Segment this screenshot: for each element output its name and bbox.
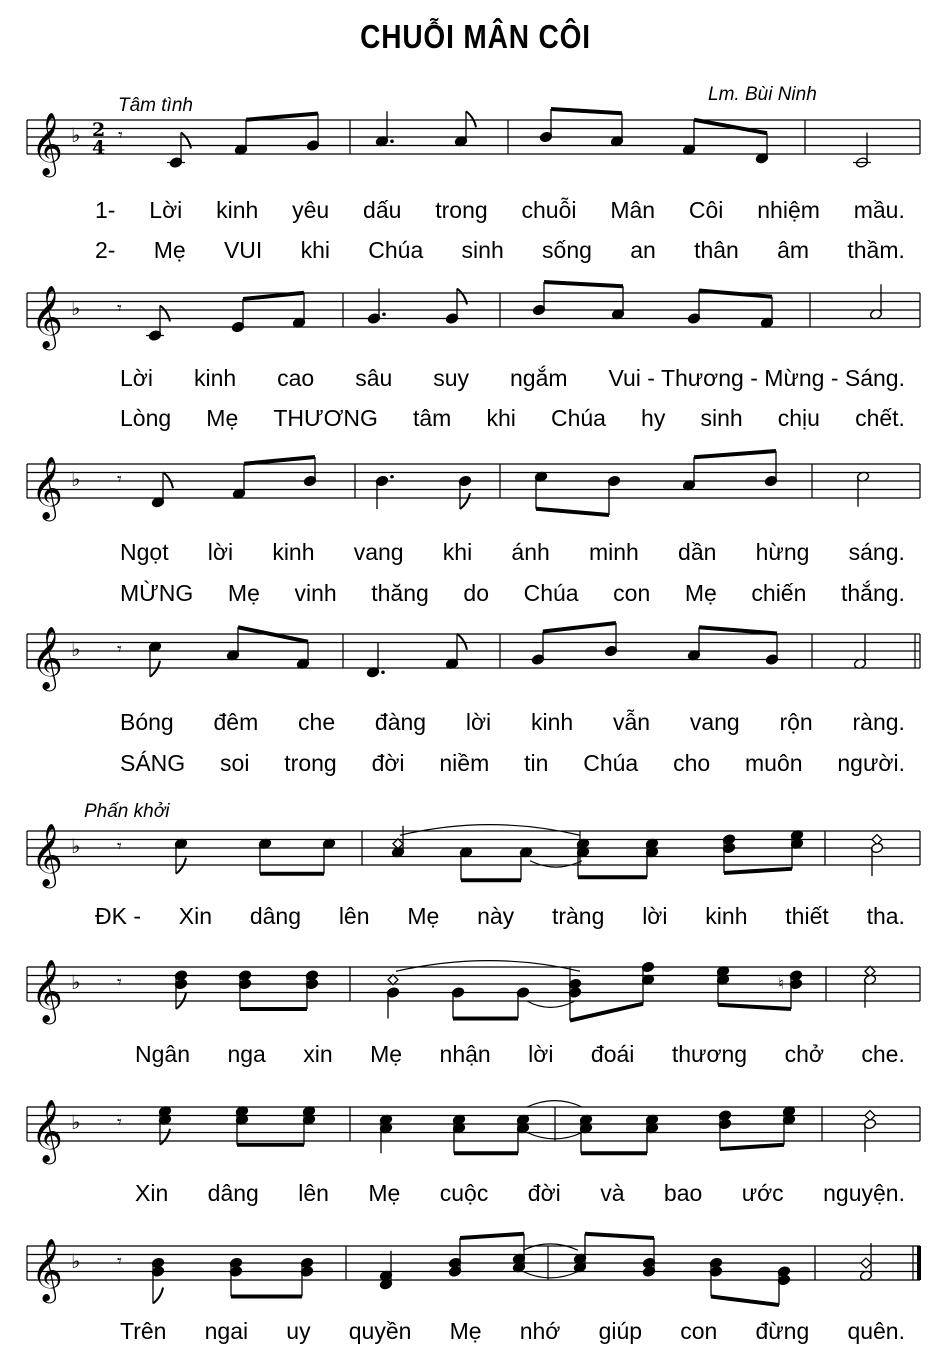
beam	[544, 282, 623, 286]
flat-key-signature: ♭	[71, 467, 81, 491]
lyric-line	[120, 1318, 905, 1345]
natural-accidental: ♮	[778, 974, 784, 993]
lyric-syllable: chết.	[855, 405, 905, 431]
lyric-syllable: thiết	[785, 903, 829, 929]
flat-key-signature: ♭	[71, 1249, 81, 1273]
beam	[694, 451, 776, 457]
composer-credit: Lm. Bùi Ninh	[708, 84, 817, 105]
lyric-syllable: VUI	[223, 237, 263, 263]
beam	[720, 1145, 784, 1149]
beam	[694, 120, 767, 134]
lyric-syllable: MỪNG	[120, 580, 194, 606]
lyric-syllable: ĐK -	[95, 903, 141, 929]
lyric-syllable: nguyện.	[823, 1180, 905, 1206]
lyric-line	[95, 197, 905, 224]
lyric-syllable: dấu	[363, 197, 402, 223]
lyric-syllable: THƯƠNG	[273, 405, 378, 431]
lyric-syllable: Chúa	[550, 405, 606, 431]
lyric-syllable: Mẹ	[684, 580, 717, 606]
diamond-note	[388, 975, 398, 985]
lyric-syllable: suy	[433, 365, 470, 391]
lyric-syllable: ánh	[511, 539, 550, 565]
treble-clef-icon: 𝄞	[31, 1099, 63, 1162]
lyric-syllable: Xin	[135, 1180, 169, 1206]
note-flag	[163, 472, 173, 488]
lyric-syllable: Vui - Thương - Mừng - Sáng.	[608, 365, 905, 391]
note-flag	[176, 858, 186, 874]
flat-key-signature: ♭	[71, 970, 81, 994]
lyric-syllable: kinh	[272, 539, 315, 565]
tie	[400, 825, 580, 836]
dot	[381, 670, 385, 674]
lyric-line	[135, 1180, 905, 1207]
lyric-syllable: này	[477, 903, 515, 929]
lyric-syllable: mầu.	[853, 197, 905, 223]
lyric-syllable: Lòng	[120, 405, 172, 431]
lyric-syllable: người.	[837, 750, 905, 776]
lyric-syllable: rộn	[779, 709, 813, 735]
lyric-syllable: 2-	[95, 237, 116, 263]
lyric-syllable: ước	[741, 1180, 784, 1206]
eighth-rest: 𝄾	[117, 972, 122, 993]
lyric-syllable: Mẹ	[407, 903, 440, 929]
flat-key-signature: ♭	[71, 1110, 81, 1134]
diamond-note	[865, 1111, 875, 1121]
beam	[699, 291, 772, 297]
lyric-line	[135, 1041, 905, 1068]
lyric-syllable: nhận	[439, 1041, 491, 1067]
lyric-syllable: vẫn	[612, 709, 651, 735]
note-flag	[150, 661, 160, 677]
lyric-syllable: lời	[528, 1041, 554, 1067]
lyric-syllable: âm	[777, 237, 810, 263]
lyric-syllable: Trên	[120, 1318, 167, 1344]
lyric-syllable: giúp	[598, 1318, 643, 1344]
lyric-syllable: Chúa	[583, 750, 639, 776]
lyric-syllable: soi	[220, 750, 250, 776]
lyric-syllable: Ngân	[135, 1041, 190, 1067]
lyric-syllable: và	[600, 1180, 625, 1206]
lyric-syllable: Bóng	[120, 709, 174, 735]
beam	[536, 509, 609, 515]
lyric-syllable: lời	[207, 539, 234, 565]
dot	[390, 475, 394, 479]
beam	[244, 457, 315, 464]
lyric-syllable: yêu	[292, 197, 330, 223]
tie	[396, 961, 580, 972]
lyric-syllable: con	[613, 580, 651, 606]
lyric-syllable: khi	[486, 405, 516, 431]
lyric-syllable: Ngọt	[120, 539, 169, 565]
lyric-syllable: Mẹ	[449, 1318, 482, 1344]
eighth-rest: 𝄾	[117, 469, 122, 490]
lyric-line	[95, 903, 905, 930]
lyric-syllable: bao	[663, 1180, 703, 1206]
lyric-syllable: thăng	[371, 580, 429, 606]
diamond-note	[393, 839, 403, 849]
lyric-line	[120, 580, 905, 607]
lyric-syllable: Xin	[178, 903, 213, 929]
lyric-syllable: lên	[338, 903, 370, 929]
lyric-syllable: con	[680, 1318, 718, 1344]
note-flag	[460, 493, 470, 509]
flat-key-signature: ♭	[71, 123, 81, 147]
lyric-syllable: niềm	[439, 750, 490, 776]
lyric-syllable: trong	[284, 750, 337, 776]
tie	[523, 1272, 578, 1278]
treble-clef-icon: 𝄞	[31, 456, 63, 519]
lyric-syllable: Mân	[610, 197, 656, 223]
beam	[243, 293, 304, 299]
lyric-syllable: xin	[303, 1041, 333, 1067]
lyric-syllable: thương	[671, 1041, 748, 1067]
dot	[390, 139, 394, 143]
eighth-rest: 𝄾	[117, 836, 122, 857]
lyric-syllable: tâm	[412, 405, 452, 431]
lyric-syllable: Chúa	[368, 237, 424, 263]
diamond-note	[865, 966, 875, 976]
lyric-syllable: đàng	[374, 709, 427, 735]
treble-clef-icon: 𝄞	[31, 1238, 63, 1301]
lyric-line	[120, 365, 905, 392]
lyric-syllable: dần	[678, 539, 717, 565]
lyric-syllable: sinh	[700, 405, 743, 431]
lyric-syllable: an	[630, 237, 656, 263]
lyric-syllable: Mẹ	[153, 237, 186, 263]
beam	[460, 1234, 524, 1238]
note-flag	[457, 634, 467, 650]
lyric-syllable: chịu	[777, 405, 820, 431]
treble-clef-icon: 𝄞	[31, 285, 63, 348]
lyric-syllable: sống	[542, 237, 592, 263]
beam	[711, 1297, 779, 1306]
lyric-syllable: Mẹ	[370, 1041, 403, 1067]
lyric-syllable: vang	[353, 539, 404, 565]
lyric-syllable: vinh	[294, 580, 337, 606]
flat-key-signature: ♭	[71, 834, 81, 858]
lyric-syllable: nhớ	[519, 1318, 561, 1344]
lyric-line	[95, 237, 905, 264]
tie	[527, 1101, 582, 1107]
lyric-syllable: nhiệm	[757, 197, 820, 223]
lyric-syllable: ngai	[204, 1318, 249, 1344]
tie	[523, 1244, 578, 1250]
lyric-syllable: hy	[641, 405, 666, 431]
tie	[530, 861, 582, 867]
beam	[570, 1004, 643, 1021]
lyric-syllable: chiến	[751, 580, 807, 606]
treble-clef-icon: 𝄞	[31, 626, 63, 689]
lyric-syllable: che	[298, 709, 336, 735]
lyric-syllable: khi	[442, 539, 473, 565]
dot	[382, 312, 386, 316]
beam	[724, 869, 792, 873]
lyric-syllable: Mẹ	[227, 580, 260, 606]
lyric-syllable: dâng	[207, 1180, 259, 1206]
final-barline	[917, 1246, 921, 1280]
lyric-syllable: Lời	[149, 197, 183, 223]
lyric-syllable: sáng.	[848, 539, 905, 565]
lyric-syllable: thầm.	[847, 237, 905, 263]
lyric-syllable: lời	[465, 709, 492, 735]
lyric-syllable: ngắm	[510, 365, 568, 391]
lyric-syllable: Lời	[120, 365, 153, 391]
note-flag	[160, 1129, 170, 1145]
lyric-syllable: cao	[277, 365, 315, 391]
eighth-rest: 𝄾	[117, 639, 122, 660]
beam	[551, 109, 622, 113]
song-title: CHUỖI MÂN CÔI	[360, 18, 591, 55]
lyric-syllable: tràng	[551, 903, 605, 929]
lyric-syllable: ràng.	[852, 709, 905, 735]
lyric-syllable: cho	[673, 750, 711, 776]
lyric-syllable: đừng	[755, 1318, 810, 1344]
lyric-syllable: khi	[300, 237, 330, 263]
lyric-syllable: đoái	[590, 1041, 635, 1067]
lyric-syllable: đời	[527, 1180, 561, 1206]
lyric-syllable: quyền	[348, 1318, 412, 1344]
lyric-line	[120, 750, 905, 777]
tempo-marking-verse: Tâm tình	[118, 95, 193, 116]
lyric-syllable: kinh	[193, 365, 237, 391]
lyric-line	[120, 709, 905, 736]
eighth-rest: 𝄾	[117, 298, 122, 319]
lyric-syllable: lời	[642, 903, 668, 929]
eighth-rest: 𝄾	[117, 1112, 122, 1133]
beam	[718, 1005, 791, 1009]
lyric-syllable: Côi	[688, 197, 724, 223]
lyric-syllable: sâu	[355, 365, 393, 391]
lyric-syllable: sinh	[461, 237, 504, 263]
note-flag	[153, 1288, 163, 1304]
eighth-rest: 𝄾	[117, 1251, 122, 1272]
lyric-syllable: thân	[694, 237, 739, 263]
lyric-syllable: tin	[524, 750, 549, 776]
note-flag	[181, 133, 191, 149]
beam	[585, 1234, 654, 1238]
lyric-syllable: chở	[784, 1041, 824, 1067]
treble-clef-icon: 𝄞	[31, 112, 63, 175]
lyric-syllable: quên.	[847, 1318, 905, 1344]
lyric-syllable: đời	[371, 750, 405, 776]
lyric-syllable: muôn	[745, 750, 803, 776]
lyric-line	[120, 539, 905, 566]
flat-key-signature: ♭	[71, 637, 81, 661]
eighth-rest: 𝄾	[118, 125, 123, 146]
lyric-syllable: uy	[286, 1318, 311, 1344]
note-flag	[466, 111, 476, 127]
beam	[246, 114, 318, 120]
lyric-syllable: thắng.	[840, 580, 905, 606]
diamond-note	[872, 835, 882, 845]
flat-key-signature: ♭	[71, 296, 81, 320]
diamond-note	[861, 1258, 871, 1268]
treble-clef-icon: 𝄞	[31, 823, 63, 886]
lyric-syllable: lên	[298, 1180, 329, 1206]
lyric-syllable: do	[463, 580, 489, 606]
treble-clef-icon: 𝄞	[31, 959, 63, 1022]
beam	[543, 623, 616, 632]
lyric-syllable: hừng	[755, 539, 810, 565]
lyric-syllable: vang	[689, 709, 740, 735]
lyric-syllable: minh	[588, 539, 639, 565]
tie	[527, 1001, 575, 1007]
lyric-syllable: trong	[435, 197, 488, 223]
lyric-syllable: Mẹ	[206, 405, 239, 431]
beam	[699, 627, 777, 633]
lyric-syllable: dâng	[249, 903, 302, 929]
lyric-syllable: Mẹ	[368, 1180, 401, 1206]
lyric-line	[120, 405, 905, 432]
tempo-marking-refrain: Phấn khởi	[84, 801, 170, 822]
time-signature-top: 2	[92, 119, 106, 141]
lyric-syllable: kinh	[705, 903, 748, 929]
lyric-syllable: chuỗi	[521, 197, 577, 223]
lyric-syllable: kinh	[530, 709, 574, 735]
lyric-syllable: đêm	[213, 709, 259, 735]
lyric-syllable: kinh	[216, 197, 259, 223]
time-signature-bottom: 4	[92, 137, 106, 159]
lyric-syllable: Chúa	[523, 580, 579, 606]
lyric-syllable: cuộc	[439, 1180, 489, 1206]
lyric-syllable: SÁNG	[120, 750, 186, 776]
lyric-syllable: nga	[227, 1041, 266, 1067]
lyric-syllable: 1-	[95, 197, 116, 223]
lyric-syllable: che.	[861, 1041, 905, 1067]
lyric-syllable: tha.	[866, 903, 905, 929]
